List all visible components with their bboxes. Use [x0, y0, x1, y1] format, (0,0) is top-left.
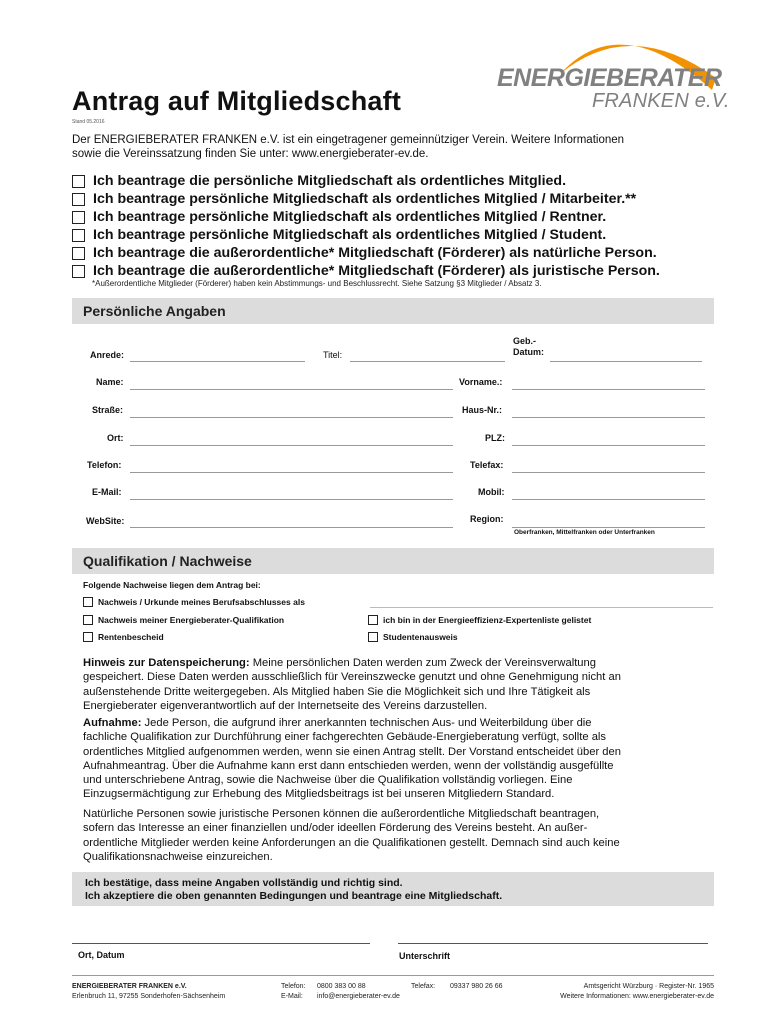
footer-fax: 09337 980 26 66 — [450, 983, 503, 990]
label-ort: Ort: — [107, 433, 124, 443]
strasse-field[interactable] — [130, 417, 453, 418]
label-region: Region: — [470, 514, 504, 524]
qualification-item-student[interactable]: Studentenausweis — [368, 632, 458, 642]
logo-text-secondary: FRANKEN e.V. — [592, 90, 730, 112]
label-ort-datum: Ort, Datum — [78, 950, 125, 960]
mobil-field[interactable] — [512, 499, 705, 500]
label-telefax: Telefax: — [470, 460, 504, 470]
label-titel: Titel: — [323, 350, 343, 360]
place-date-field[interactable] — [72, 943, 370, 944]
label-plz: PLZ: — [485, 433, 505, 443]
anrede-field[interactable] — [130, 361, 305, 362]
footer-contact-values: 0800 383 00 88 info@energieberater-ev.de — [317, 983, 400, 1000]
checkbox[interactable] — [72, 247, 85, 260]
footer-legal: Amtsgericht Würzburg · Register-Nr. 1965 Weitere Informationen: www.energieberater-ev.de — [560, 983, 714, 1000]
version-stamp: Stand 05.2016 — [72, 119, 105, 125]
membership-option[interactable]: Ich beantrage die außerordentliche* Mitgliedschaft (Förderer) als juristische Person. — [72, 262, 752, 280]
footer-fax-label: Telefax: — [411, 983, 436, 990]
label-email: E-Mail: — [92, 487, 122, 497]
footer-contact-labels: Telefon: E-Mail: — [281, 983, 306, 1000]
membership-option[interactable]: Ich beantrage die persönliche Mitgliedschaft als ordentliches Mitglied. — [72, 172, 752, 190]
qualification-item-pension[interactable]: Rentenbescheid — [83, 632, 164, 642]
region-hint: Oberfranken, Mittelfranken oder Unterfranken — [514, 529, 655, 536]
membership-options — [72, 172, 752, 280]
label-unterschrift: Unterschrift — [399, 951, 451, 961]
telefax-field[interactable] — [512, 472, 705, 473]
intro-text: Der ENERGIEBERATER FRANKEN e.V. ist ein eingetragener gemeinnütziger Verein. Weitere Informationen sowie die Vereinssatzung finden Sie unter: www.energieberater-ev.de. — [72, 134, 625, 160]
label-vorname: Vorname.: — [459, 377, 503, 387]
region-field[interactable] — [512, 527, 705, 528]
page-title: Antrag auf Mitgliedschaft — [72, 86, 402, 116]
section-qualification: Qualifikation / Nachweise — [72, 548, 714, 574]
label-name: Name: — [96, 377, 124, 387]
label-hausnr: Haus-Nr.: — [462, 405, 503, 415]
email-field[interactable] — [130, 499, 453, 500]
plz-field[interactable] — [512, 445, 705, 446]
label-anrede: Anrede: — [90, 350, 125, 360]
name-field[interactable] — [130, 389, 453, 390]
checkbox[interactable] — [72, 229, 85, 242]
data-storage-notice: Hinweis zur Datenspeicherung: Meine persönlichen Daten werden zum Zweck der Vereinsverwaltung gespeichert. Diese Daten werden ausschließlich für Vereinszwecke genutzt und ohne Genehmigung nicht an außenstehende Dritte weitergegeben. Als Mitglied haben Sie die Möglichkeit sich und Ihre Tätigkeit als Energieberater eigenverantwortlich auf der Internetseite des Vereins darzustellen. — [83, 657, 621, 712]
checkbox[interactable] — [72, 265, 85, 278]
label-geb-1: Geb.- — [513, 336, 537, 346]
signature-field[interactable] — [398, 943, 708, 944]
qualification-item-expertlist[interactable]: ich bin in der Energieeffizienz-Expertenliste gelistet — [368, 615, 591, 625]
checkbox[interactable] — [83, 632, 93, 642]
label-mobil: Mobil: — [478, 487, 505, 497]
checkbox[interactable] — [72, 193, 85, 206]
ort-field[interactable] — [130, 445, 453, 446]
footer-org: ENERGIEBERATER FRANKEN e.V. Erlenbruch 11, 97255 Sonderhofen-Sächsenheim — [72, 983, 226, 1000]
checkbox[interactable] — [83, 615, 93, 625]
footer-divider — [72, 975, 714, 976]
membership-option[interactable]: Ich beantrage die außerordentliche* Mitgliedschaft (Förderer) als natürliche Person. — [72, 244, 752, 262]
confirmation-box: Ich bestätige, dass meine Angaben vollständig und richtig sind. Ich akzeptiere die oben genannten Bedingungen und beantrage eine Mitgliedschaft. — [72, 872, 714, 906]
membership-option[interactable]: Ich beantrage persönliche Mitgliedschaft als ordentliches Mitglied / Rentner. — [72, 208, 752, 226]
admission-notice: Aufnahme: Jede Person, die aufgrund ihrer anerkannten technischen Aus- und Weiterbildung über die fachliche Qualifikation zur Durchführung einer fachgerechten Gebäude-Energieberatung verfügt, sollte als ordentliches Mitglied aufgenommen werden, wenn sie einen Antrag stellt. Der Vorstand entscheidet über den Aufnahmeantrag. Über die Aufnahme kann erst dann entschieden werden, wenn der vollständig ausgefüllte und unterschriebene Antrag, sowie die Nachweise über die Qualifikation vollständig vorliegen. Eine Einzugsermächtigung zur Erhebung des Mitgliedsbeitrags ist bei unseren Mitgliedern Standard. — [83, 717, 621, 801]
label-strasse: Straße: — [92, 405, 124, 415]
titel-field[interactable] — [350, 361, 505, 362]
birthdate-field[interactable] — [550, 361, 702, 362]
checkbox[interactable] — [368, 615, 378, 625]
label-geb-2: Datum: — [513, 347, 544, 357]
membership-footnote: *Außerordentliche Mitglieder (Förderer) haben kein Abstimmungs- und Beschlussrecht. Siehe Satzung §3 Mitglieder / Absatz 3. — [92, 279, 542, 288]
hausnr-field[interactable] — [512, 417, 705, 418]
telefon-field[interactable] — [130, 472, 453, 473]
logo-text-primary: ENERGIEBERATER — [497, 64, 722, 92]
website-field[interactable] — [130, 527, 453, 528]
degree-field[interactable] — [370, 607, 713, 608]
qualification-item-degree[interactable]: Nachweis / Urkunde meines Berufsabschlusses als — [83, 597, 305, 607]
checkbox[interactable] — [368, 632, 378, 642]
section-personal: Persönliche Angaben — [72, 298, 714, 324]
label-website: WebSite: — [86, 516, 125, 526]
vorname-field[interactable] — [512, 389, 705, 390]
checkbox[interactable] — [83, 597, 93, 607]
qualification-item-energy[interactable]: Nachweis meiner Energieberater-Qualifikation — [83, 615, 284, 625]
membership-option[interactable]: Ich beantrage persönliche Mitgliedschaft als ordentliches Mitglied / Mitarbeiter.** — [72, 190, 752, 208]
checkbox[interactable] — [72, 175, 85, 188]
qualification-intro: Folgende Nachweise liegen dem Antrag bei: — [83, 580, 261, 590]
checkbox[interactable] — [72, 211, 85, 224]
extraordinary-notice: Natürliche Personen sowie juristische Personen können die außerordentliche Mitgliedschaft beantragen, sofern das Interesse an einer finanziellen und/oder ideellen Förderung des Vereins besteht. An außer- ordentliche Mitglieder werden keine Anforderungen an die Qualifikationen gestellt. Demnach sind auch keine Qualifikationsnachweise einzureichen. — [83, 808, 620, 863]
membership-option[interactable]: Ich beantrage persönliche Mitgliedschaft als ordentliches Mitglied / Student. — [72, 226, 752, 244]
label-telefon: Telefon: — [87, 460, 122, 470]
